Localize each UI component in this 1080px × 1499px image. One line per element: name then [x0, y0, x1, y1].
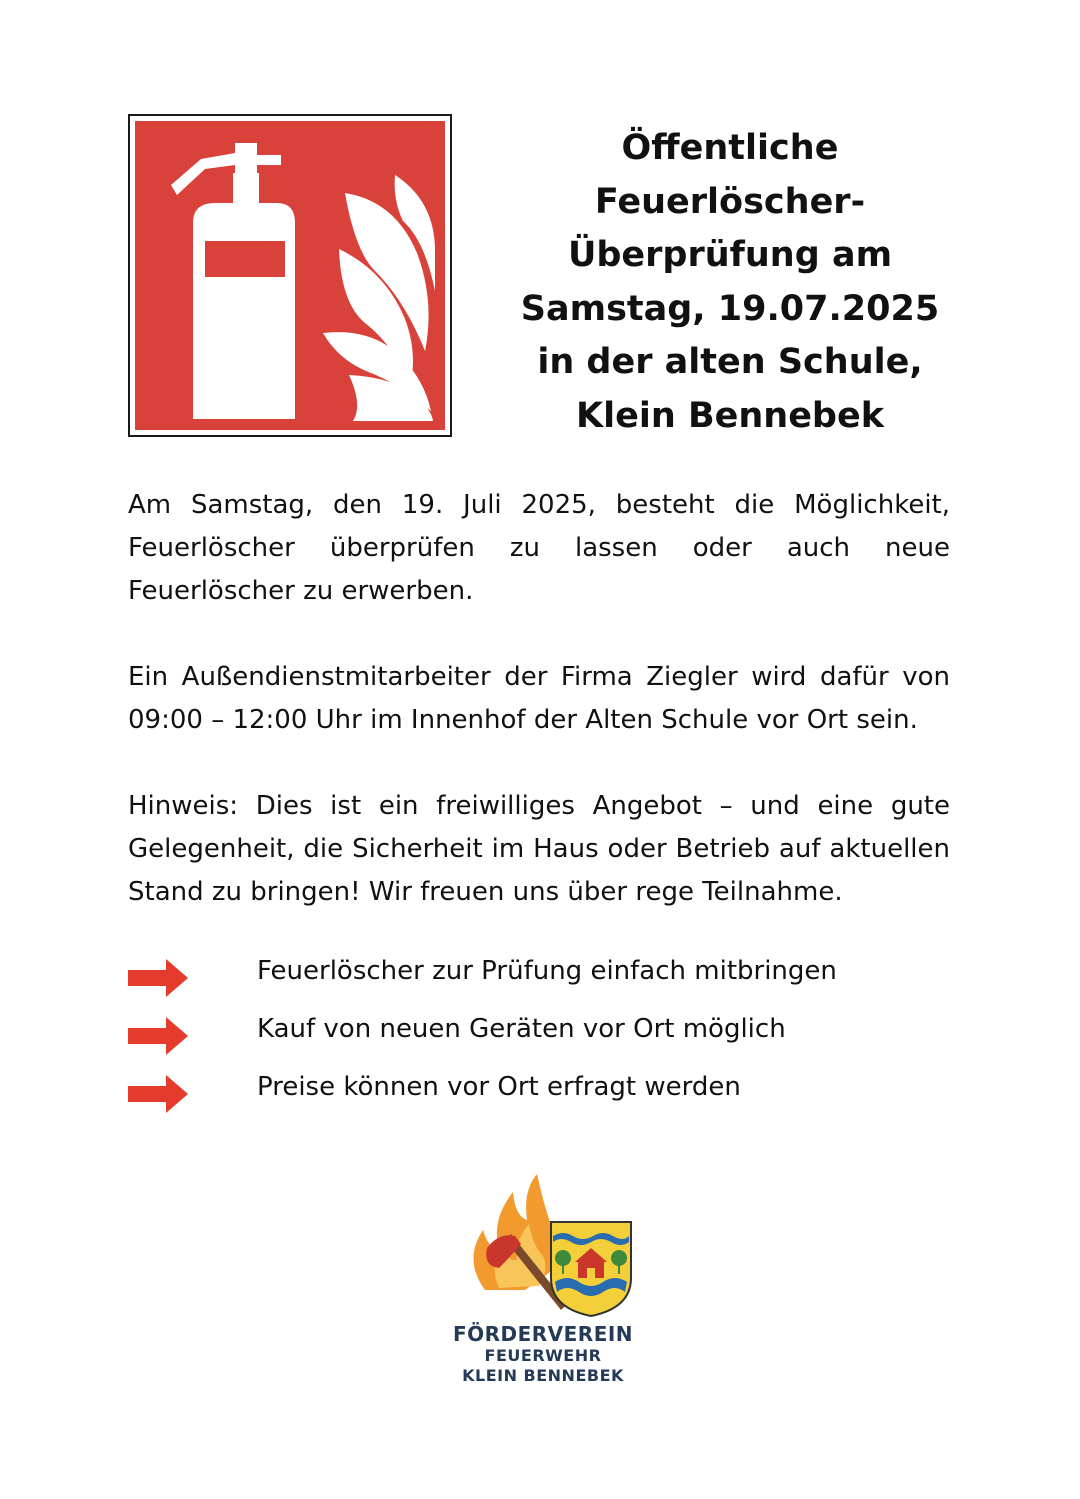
- paragraph-time-location: Ein Außendienstmitarbeiter der Firma Ziegler wird dafür von 09:00 – 12:00 Uhr im Innenhof der Alten Schule vor Ort sein.: [128, 662, 950, 735]
- bullet-list: [128, 950, 948, 1124]
- paragraph-date-info: Am Samstag, den 19. Juli 2025, besteht die Möglichkeit, Feuerlöscher überprüfen zu lassen oder auch neue Feuerlöscher zu erwerben.: [128, 490, 950, 606]
- title-line: Samstag, 19.07.2025: [520, 288, 940, 329]
- right-arrow-icon: [128, 1074, 188, 1114]
- list-item-text: Preise können vor Ort erfragt werden: [257, 1072, 741, 1102]
- logo-line-1: FÖRDERVEREIN: [452, 1322, 634, 1346]
- page-title: [520, 122, 940, 443]
- list-item: [128, 1008, 948, 1066]
- paragraph-hint: Hinweis: Dies ist ein freiwilliges Angebot – und eine gute Gelegenheit, die Sicherheit im Haus oder Betrieb auf aktuellen Stand zu bringen! Wir freuen uns über rege Teilnahme.: [128, 791, 950, 907]
- logo-line-3: KLEIN BENNEBEK: [462, 1366, 624, 1385]
- list-item-text: Kauf von neuen Geräten vor Ort möglich: [257, 1014, 786, 1044]
- list-item: [128, 950, 948, 1008]
- title-line: in der alten Schule,: [537, 342, 923, 382]
- list-item-text: Feuerlöscher zur Prüfung einfach mitbringen: [257, 956, 837, 986]
- title-line: Feuerlöscher-: [594, 181, 866, 222]
- title-line: Öffentliche: [621, 128, 839, 168]
- list-item: [128, 1066, 948, 1124]
- logo-line-2: FEUERWEHR: [484, 1346, 602, 1365]
- fire-extinguisher-icon: [135, 121, 445, 430]
- foerderverein-logo: [440, 1170, 640, 1400]
- fire-extinguisher-sign: [128, 114, 452, 437]
- title-line: Überprüfung am: [567, 235, 893, 275]
- title-line: Klein Bennebek: [575, 395, 884, 436]
- right-arrow-icon: [128, 958, 188, 998]
- right-arrow-icon: [128, 1016, 188, 1056]
- logo-text: [440, 1322, 646, 1386]
- flame-axe-crest-icon: [455, 1170, 635, 1320]
